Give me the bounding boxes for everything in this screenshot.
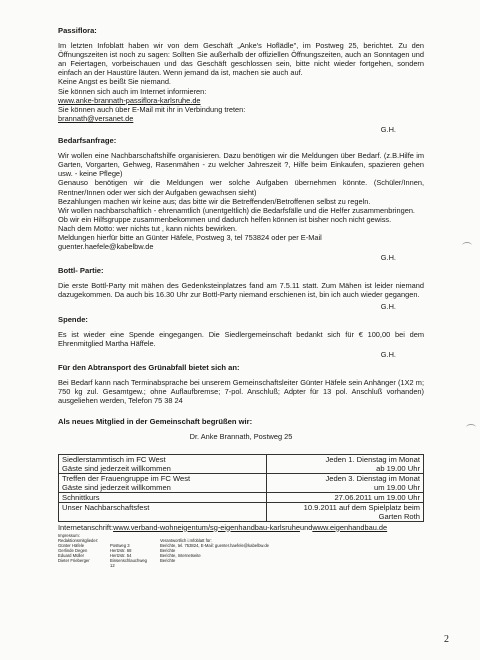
event-time: 27.06.2011 um 19.00 Uhr (334, 492, 420, 502)
event-row (59, 454, 424, 473)
section-neues-mitglied (58, 417, 424, 441)
impressum-tasks (160, 533, 300, 568)
section-passiflora (58, 26, 424, 134)
impressum-streets (110, 533, 148, 568)
paragraph: Im letzten Infoblatt haben wir von dem Geschäft „Anke's Hoflädle", im Postweg 25, berichtet. Zu den Öffnungszeiten ist noch zu sagen: Sollten Sie außerhalb der offiziellen Öffnungszeiten, auch an Sonntagen und an Feiertagen, vorbeischauen und das Geschäft geschlossen sein, bitte nicht wieder fortgehen, sondern einfach an der Haustüre läuten. Wenn jemand da ist, machen sie auch auf. (58, 41, 424, 78)
impressum-name: Günter Häfele (58, 542, 85, 548)
event-name: Treffen der Frauengruppe im FC West (62, 473, 191, 483)
section-gruenabfall (58, 363, 424, 405)
impressum-names (58, 533, 98, 568)
signature: G.H. (380, 253, 396, 263)
impressum-task: Berichte, tel. 753824, E-Mail: guenter.haefele@kabelbw.de (160, 542, 270, 548)
paragraph: Sie können auch über E-Mail mit ihr in Verbindung treten: (58, 104, 246, 114)
signature: G.H. (380, 301, 396, 311)
email-link[interactable]: brannath@versanet.de (58, 113, 134, 123)
section-title: Bottl- Partie: (58, 266, 104, 276)
impressum-title: Impressum: (58, 532, 80, 538)
event-name-cell (59, 492, 267, 502)
event-time-cell (267, 502, 424, 521)
event-name-cell (59, 454, 267, 473)
section-title: Spende: (58, 314, 88, 324)
paragraph: Meldungen hierfür bitte an Günter Häfele, Postweg 3, tel 753824 oder per E-Mail (58, 232, 322, 242)
event-name: Schnittkurs (62, 492, 100, 502)
paragraph: Nach dem Motto: wer nichts tut , kann nichts bewirken. (58, 223, 238, 233)
impressum-name: Eduard Müller (58, 552, 85, 558)
section-title: Passiflora: (58, 26, 97, 35)
page-content (58, 26, 424, 568)
paragraph: Genauso benötigen wir die Meldungen wer solche Aufgaben übernehmen könnte. (Schüler/Innen, Rentner/Innen oder wer sich der Aufgaben gewachsen sieht) (58, 178, 424, 197)
paragraph: Die erste Bottl-Party mit mähen des Gedenksteinplatzes fand am 7.5.11 statt. Zum Mähen ist leider niemand dazugekommen. Da auch bis 16.30 Uhr zur Bottl-Party niemand erschienen ist, bin ich auch wieder gegangen. (58, 281, 424, 300)
section-title: Bedarfsanfrage: (58, 136, 117, 146)
email-text: guenter.haefele@kabelbw.de (58, 242, 154, 252)
paragraph: Bezahlungen machen wir keine aus; das bitte wir die Betreffenden/Betroffenen selbst zu regeln. (58, 196, 371, 206)
event-note: Gäste sind jederzeit willkommen (62, 463, 171, 473)
paragraph: Sie können sich auch im Internet informieren: (58, 86, 207, 96)
event-name-cell (59, 473, 267, 492)
event-time-detail: um 19.00 Uhr (373, 482, 420, 492)
impressum-street: Hertzstr. 54 (110, 552, 132, 558)
signature: G.H. (380, 349, 396, 359)
paragraph: Es ist wieder eine Spende eingegangen. Die Siedlergemeinschaft bedankt sich für € 100,00 bei dem Ehrenmitglied Martha Häffele. (58, 329, 424, 348)
impressum-name: Gerlinde Degen (58, 547, 88, 553)
event-name: Unser Nachbarschaftsfest (62, 502, 150, 512)
section-title: Als neues Mitglied in der Gemeinschaft begrüßen wir: (58, 417, 253, 427)
section-bottl-partie (58, 266, 424, 310)
section-title: Für den Abtransport des Grünabfall bietet sich an: (58, 363, 240, 372)
paragraph: Ob wir ein Hilfsgruppe zusammenbekommen und dadurch helfen können ist bisher noch nicht gewiss. (58, 214, 392, 224)
scan-mark (466, 424, 476, 431)
website-link[interactable]: www.eigenhandbau.de (312, 522, 388, 532)
event-note: Gäste sind jederzeit willkommen (62, 482, 171, 492)
member-name: Dr. Anke Brannath, Postweg 25 (189, 432, 293, 442)
event-name-cell (59, 502, 267, 521)
footer-label: Internetanschrift: (58, 522, 114, 532)
event-row (59, 502, 424, 521)
section-bedarfsanfrage (58, 136, 424, 262)
paragraph: Wir wollen nachbarschaftlich - ehrenamtlich (unentgeltlich) die Bedarfsfälle und die Helfer zusammenbringen. (58, 205, 415, 215)
impressum-redaktion: Redaktionsmitglieder: (58, 537, 99, 543)
impressum-task: Berichte (160, 557, 176, 563)
website-link[interactable]: www.verband-wohneigentum/sg-eigenhandbau-karlsruhe (113, 522, 300, 532)
event-row (59, 473, 424, 492)
paragraph: Wir wollen eine Nachbarschaftshilfe organisieren. Dazu benötigen wir die Meldungen über Bedarf. (z.B.Hilfe im Garten, Vorgarten, Gehweg, Rasenmähen - zu welcher Jahreszeit ?, Hilfe beim Einkaufen, spazieren gehen usw. - keine Pflege) (58, 151, 424, 179)
event-row (59, 492, 424, 502)
event-time-detail: Garten Roth (378, 511, 420, 521)
page-number: 2 (444, 634, 449, 645)
event-name: Siedlerstammtisch im FC West (62, 454, 166, 464)
website-link[interactable]: www.anke-brannath-passiflora-karlsruhe.de (58, 95, 201, 105)
signature: G.H. (380, 124, 396, 134)
section-spende (58, 315, 424, 359)
paragraph: Keine Angst es beißt Sie niemand. (58, 77, 171, 87)
impressum-verantwortlich: Verantwortlich i.Infoblatt für: (160, 537, 212, 543)
scan-mark (462, 242, 472, 249)
impressum-name: Dieter Frieberger (58, 557, 90, 563)
impressum-task: Berichte, Internetseite (160, 552, 201, 558)
event-time: Jeden 3. Dienstag im Monat (325, 473, 420, 483)
events-table (58, 454, 424, 522)
impressum-task: Berichte (160, 547, 176, 553)
impressum-street: Binsenschlauchweg 12 (110, 557, 148, 568)
impressum-street: Postweg 3 (110, 542, 130, 548)
event-time: 10.9.2011 auf dem Spielplatz beim (303, 502, 420, 512)
event-time-cell (267, 454, 424, 473)
event-time-detail: ab 19.00 Uhr (376, 463, 420, 473)
event-time: Jeden 1. Dienstag im Monat (325, 454, 420, 464)
event-time-cell (267, 473, 424, 492)
impressum-street: Hertzstr. 68 (110, 547, 132, 553)
paragraph: Bei Bedarf kann nach Terminabsprache bei unserem Gemeinschaftsleiter Günter Häfele sein Anhänger (1X2 m; 750 kg zul. Gesamtgew.; ohne Auflaufbremse; 7-pol. Anschluß; Adpter für 13 pol. Anschluß vorhanden) ausgeliehen werden, Telefon 75 38 24 (58, 378, 424, 406)
footer-internet (58, 523, 424, 532)
event-time-cell (267, 492, 424, 502)
impressum (58, 533, 424, 568)
footer-und: und (300, 522, 313, 532)
